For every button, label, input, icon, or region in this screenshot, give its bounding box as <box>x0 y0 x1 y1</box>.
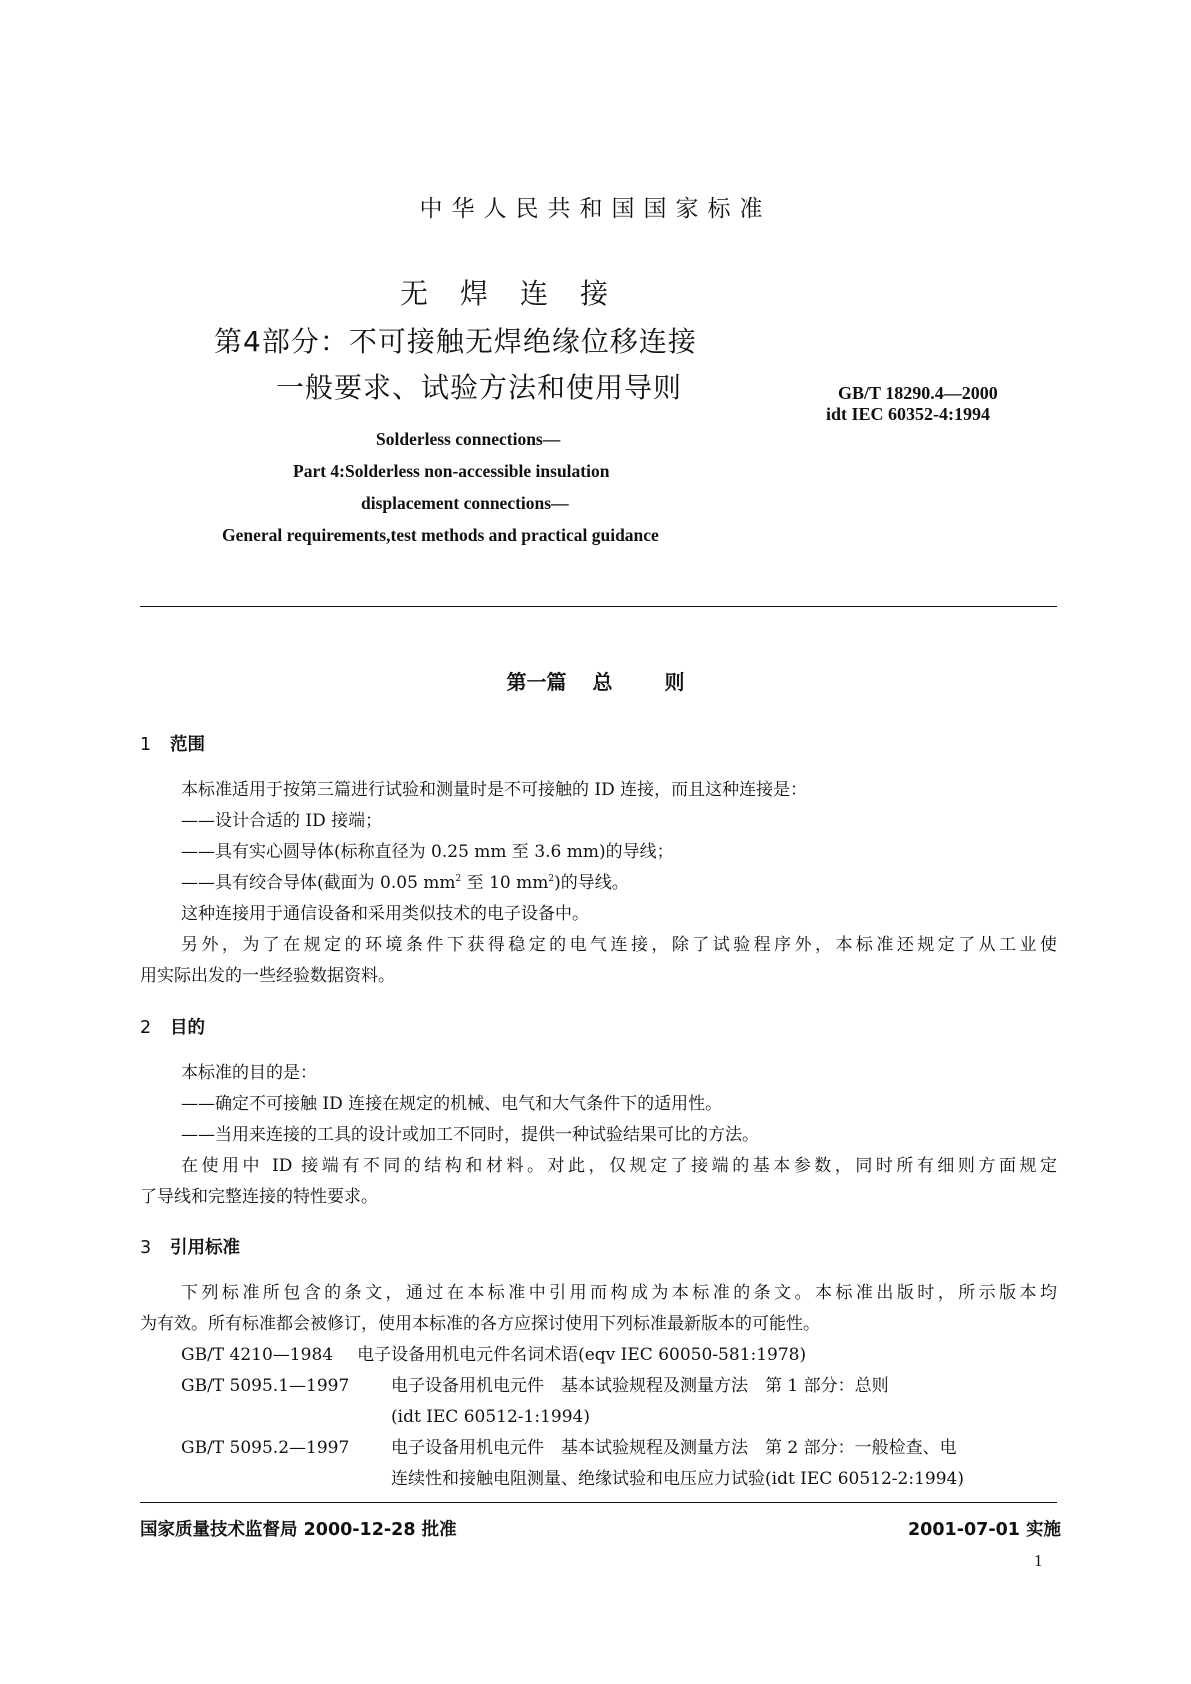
approval-date: 国家质量技术监督局 2000-12-28 批准 <box>140 1520 457 1540</box>
header-divider <box>140 606 1057 607</box>
section-2-heading <box>140 1014 205 1039</box>
reference-3-title-line-2: 连续性和接触电阻测量、绝缘试验和电压应力试验(idt IEC 60512-2:1994) <box>391 1469 964 1489</box>
section-2-paragraph-2-line-2: 了导线和完整连接的特性要求。 <box>140 1187 378 1207</box>
chinese-title-line-1: 无焊连接 <box>399 277 640 310</box>
reference-3 <box>181 1432 957 1464</box>
section-1-paragraph-3-line-1: 另外，为了在规定的环境条件下获得稳定的电气连接，除了试验程序外，本标准还规定了从工业使 <box>181 935 1057 955</box>
chinese-title-line-2: 第4部分：不可接触无焊绝缘位移连接 <box>214 325 697 358</box>
section-1-paragraph-2: 这种连接用于通信设备和采用类似技术的电子设备中。 <box>181 904 589 924</box>
section-1-number: 1 <box>140 735 152 755</box>
reference-2 <box>181 1370 889 1402</box>
reference-3-code: GB/T 5095.2—1997 <box>181 1438 350 1458</box>
section-2-paragraph-2-line-1: 在使用中 ID 接端有不同的结构和材料。对此，仅规定了接端的基本参数，同时所有细则方面规定 <box>181 1156 1057 1176</box>
section-3-paragraph-1-line-2: 为有效。所有标准都会被修订，使用本标准的各方应探讨使用下列标准最新版本的可能性。 <box>140 1314 820 1334</box>
english-title-line-2: Part 4:Solderless non-accessible insulation <box>293 461 610 481</box>
effective-date: 2001-07-01 实施 <box>908 1520 1062 1540</box>
item-3-text-c: )的导线。 <box>554 873 629 893</box>
english-title-line-4: General requirements,test methods and practical guidance <box>222 525 659 545</box>
section-3-number: 3 <box>140 1238 152 1258</box>
item-3-sup-2: 2 <box>548 874 555 884</box>
section-2-title: 目的 <box>170 1018 205 1038</box>
standard-number: GB/T 18290.4—2000 <box>838 383 998 403</box>
national-standard-title: 中华人民共和国国家标准 <box>419 196 772 222</box>
standard-equivalence: idt IEC 60352-4:1994 <box>826 404 991 424</box>
section-2-number: 2 <box>140 1018 152 1038</box>
section-1-paragraph-1: 本标准适用于按第三篇进行试验和测量时是不可接触的 ID 连接，而且这种连接是： <box>181 780 808 800</box>
section-1-heading <box>140 731 205 756</box>
section-1-item-1: ——设计合适的 ID 接端； <box>181 811 383 831</box>
section-3-paragraph-1-line-1: 下列标准所包含的条文，通过在本标准中引用而构成为本标准的条文。本标准出版时，所示版本均 <box>181 1283 1057 1303</box>
reference-3-title-line-1: 电子设备用机电元件 基本试验规程及测量方法 第 2 部分：一般检查、电 <box>391 1438 957 1458</box>
section-2-item-2: ——当用来连接的工具的设计或加工不同时，提供一种试验结果可比的方法。 <box>181 1125 759 1145</box>
section-1-paragraph-3-line-2: 用实际出发的一些经验数据资料。 <box>140 966 395 986</box>
footer-divider <box>140 1502 1057 1503</box>
english-title-line-3: displacement connections— <box>361 493 569 513</box>
reference-2-title-line-1: 电子设备用机电元件 基本试验规程及测量方法 第 1 部分：总则 <box>391 1376 889 1396</box>
part-heading-left: 第一篇 <box>506 670 567 694</box>
section-2-item-1: ——确定不可接触 ID 连接在规定的机械、电气和大气条件下的适用性。 <box>181 1094 723 1114</box>
reference-2-title-line-2: (idt IEC 60512-1:1994) <box>391 1407 590 1427</box>
section-3-heading <box>140 1234 240 1259</box>
chinese-title-line-3: 一般要求、试验方法和使用导则 <box>276 371 683 404</box>
part-heading-mid: 总 <box>592 670 613 694</box>
item-3-text-a: ——具有绞合导体(截面为 0.05 mm <box>181 873 456 893</box>
item-3-text-b: 至 10 mm <box>461 873 549 893</box>
part-heading <box>0 666 1191 695</box>
section-1-title: 范围 <box>170 735 205 755</box>
section-1-item-2: ——具有实心圆导体(标称直径为 0.25 mm 至 3.6 mm)的导线； <box>181 842 674 862</box>
reference-1 <box>181 1339 806 1371</box>
part-heading-right: 则 <box>664 670 685 694</box>
section-2-paragraph-1: 本标准的目的是： <box>181 1063 317 1083</box>
section-1-item-3 <box>181 867 629 899</box>
item-3-sup-1: 2 <box>455 874 462 884</box>
section-3-title: 引用标准 <box>170 1238 240 1258</box>
reference-1-code: GB/T 4210—1984 <box>181 1345 334 1365</box>
english-title-line-1: Solderless connections— <box>376 429 561 449</box>
page-number: 1 <box>1034 1551 1043 1570</box>
reference-2-code: GB/T 5095.1—1997 <box>181 1376 350 1396</box>
reference-1-title: 电子设备用机电元件名词术语(eqv IEC 60050-581:1978) <box>357 1345 807 1365</box>
